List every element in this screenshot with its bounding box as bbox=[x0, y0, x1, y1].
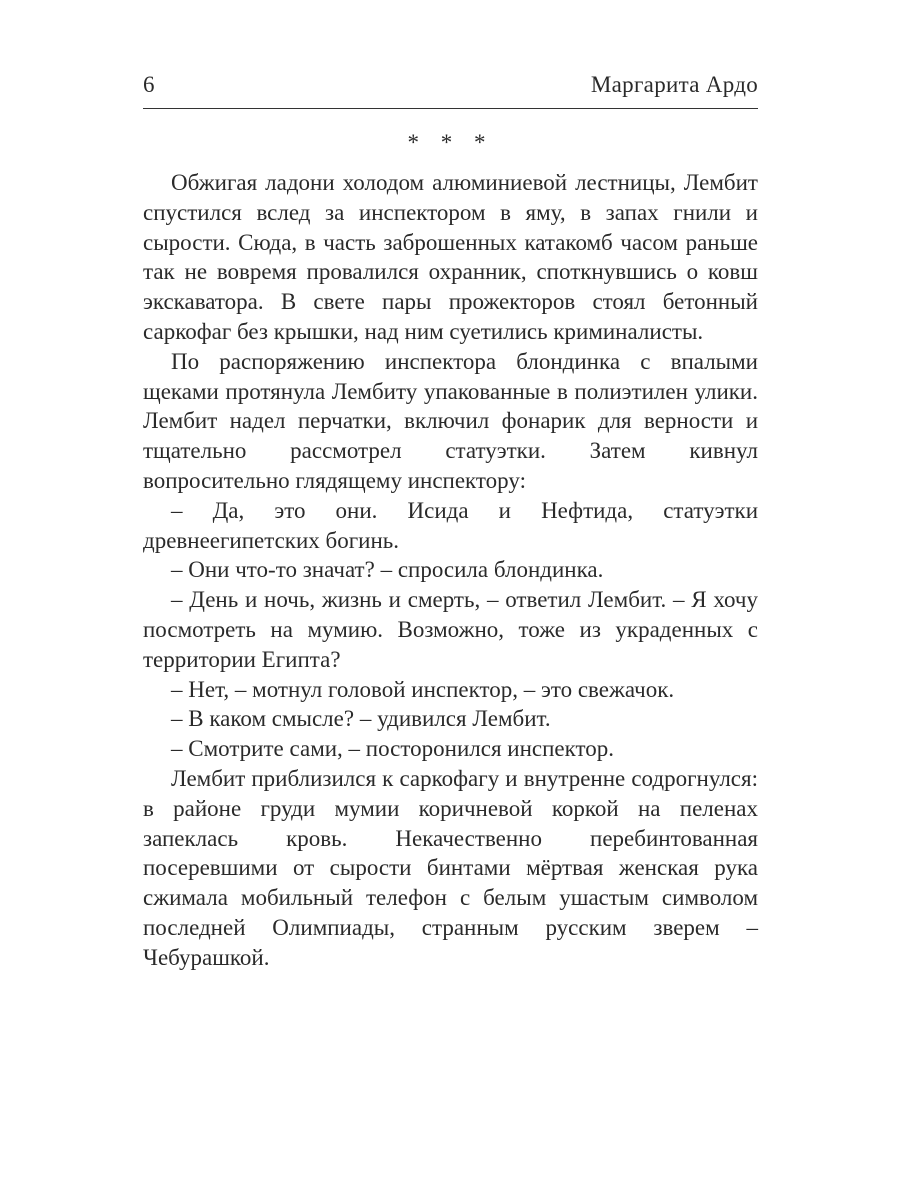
paragraph: – День и ночь, жизнь и смерть, – ответил Лембит. – Я хочу посмотреть на мумию. Возможно, тоже из украденных с территории Египта? bbox=[143, 587, 758, 672]
paragraph: Лембит приблизился к саркофагу и внутренне содрогнулся: в районе груди мумии коричневой коркой на пеленах запеклась кровь. Некачественно перебинтованная посеревшими от сырости бинтами мёртвая женская рука сжимала мобильный телефон с белым ушастым символом последней Олимпиады, странным русским зверем – Чебурашкой. bbox=[143, 765, 758, 970]
section-separator: * * * bbox=[407, 130, 494, 155]
body-text bbox=[143, 168, 758, 973]
paragraph: Обжигая ладони холодом алюминиевой лестницы, Лембит спустился вслед за инспектором в яму, в запах гнили и сырости. Сюда, в часть заброшенных катакомб часом раньше так не вовремя провалился охранник, споткнувшись о ковш экскаватора. В свете пары прожекторов стоял бетонный саркофаг без крышки, над ним суетились криминалисты. bbox=[143, 170, 758, 344]
paragraph: – Да, это они. Исида и Нефтида, статуэтки древнеегипетских богинь. bbox=[143, 497, 758, 553]
author-name: Маргарита Ардо bbox=[590, 72, 758, 97]
paragraph: – Нет, – мотнул головой инспектор, – это свежачок. bbox=[171, 676, 675, 702]
paragraph: – Смотрите сами, – посторонился инспектор. bbox=[171, 736, 614, 762]
running-header bbox=[143, 66, 758, 109]
paragraph: – В каком смысле? – удивился Лембит. bbox=[171, 706, 551, 732]
paragraph: – Они что-то значат? – спросила блондинка. bbox=[171, 557, 604, 583]
page-number: 6 bbox=[143, 72, 155, 97]
paragraph: По распоряжению инспектора блондинка с впалыми щеками протянула Лембиту упакованные в полиэтилен улики. Лембит надел перчатки, включил фонарик для верности и тщательно рассмотрел статуэтки. Затем кивнул вопросительно глядящему инспектору: bbox=[143, 348, 758, 493]
